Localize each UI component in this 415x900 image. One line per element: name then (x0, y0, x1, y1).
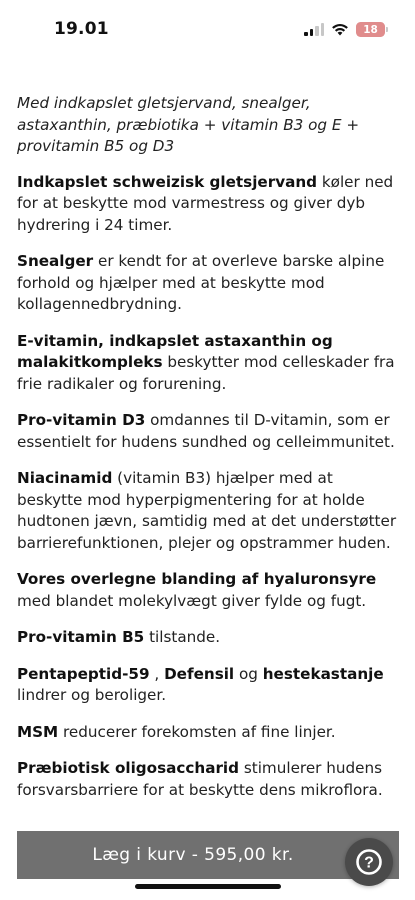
ingredient-name: hestekastanje (262, 664, 384, 683)
signal-icon (304, 23, 324, 36)
ingredient-paragraph (17, 569, 402, 612)
add-to-cart-button[interactable] (17, 831, 399, 879)
ingredient-separator: , (149, 664, 165, 683)
ingredient-description: stimulerer hudens forsvarsbarriere for at beskytte dens mikroflora. (17, 759, 383, 799)
ingredient-description: er kendt for at overleve barske alpine forhold og hjælper med at beskytte mod kollagennedbrydning. (17, 252, 385, 313)
ingredient-name: E-vitamin, indkapslet astaxanthin og malakitkompleks (17, 331, 333, 371)
wifi-icon (331, 23, 349, 36)
ingredient-paragraph (17, 664, 402, 707)
ingredient-name: Vores overlegne blanding af hyaluronsyre (17, 570, 377, 588)
product-description (17, 93, 402, 816)
ingredient-name: Indkapslet schweizisk gletsjervand (17, 172, 318, 191)
ingredient-name: Defensil (164, 664, 235, 683)
ingredient-paragraph (17, 410, 402, 453)
home-indicator (135, 884, 281, 889)
ingredient-description: køler ned for at beskytte mod varmestress og giver dyb hydrering i 24 timer. (17, 172, 394, 234)
intro-text: Med indkapslet gletsjervand, snealger, astaxanthin, præbiotika + vitamin B3 og E + provitamin B5 og D3 (17, 94, 360, 155)
ingredient-name: Præbiotisk oligosaccharid (17, 759, 240, 777)
ingredient-description: med blandet molekylvægt giver fylde og fugt. (17, 591, 367, 610)
help-button[interactable] (345, 838, 393, 886)
help-glyph: ? (364, 854, 374, 872)
add-to-cart-label: Læg i kurv - 595,00 kr. (92, 845, 294, 865)
ingredient-name: Pentapeptid-59 (17, 664, 150, 683)
ingredient-description: tilstande. (144, 628, 221, 646)
ingredient-paragraph (17, 722, 402, 744)
ingredient-name: Niacinamid (17, 469, 113, 487)
ingredient-name: Pro-vitamin D3 (17, 411, 146, 429)
ingredient-paragraph (17, 172, 402, 237)
ingredient-name: MSM (17, 722, 59, 741)
ingredient-paragraph (17, 758, 402, 801)
ingredient-name: Snealger (17, 252, 94, 270)
battery-icon (356, 22, 385, 37)
ingredient-name: Pro-vitamin B5 (17, 628, 145, 646)
ingredient-separator: og (234, 664, 263, 683)
status-bar (0, 0, 415, 60)
ingredient-paragraph (17, 468, 402, 554)
ingredient-description: (vitamin B3) hjælper med at beskytte mod hyperpigmentering for at holde hudtonen jævn, samtidig med at det understøtter barrierefunktionen, plejer og opstrammer huden. (17, 469, 397, 552)
status-time: 19.01 (54, 19, 109, 39)
ingredient-description: lindrer og beroliger. (17, 686, 167, 704)
ingredient-description: reducerer forekomsten af fine linjer. (58, 722, 336, 741)
question-mark-icon (355, 848, 383, 876)
status-icons (304, 22, 385, 37)
battery-level: 18 (363, 23, 378, 36)
ingredient-description: omdannes til D-vitamin, som er essentielt for hudens sundhed og celleimmunitet. (17, 411, 395, 451)
ingredient-paragraph (17, 251, 402, 316)
ingredient-description: beskytter mod celleskader fra frie radikaler og forurening. (17, 353, 395, 393)
ingredient-paragraph (17, 627, 402, 649)
ingredient-paragraph (17, 331, 402, 396)
